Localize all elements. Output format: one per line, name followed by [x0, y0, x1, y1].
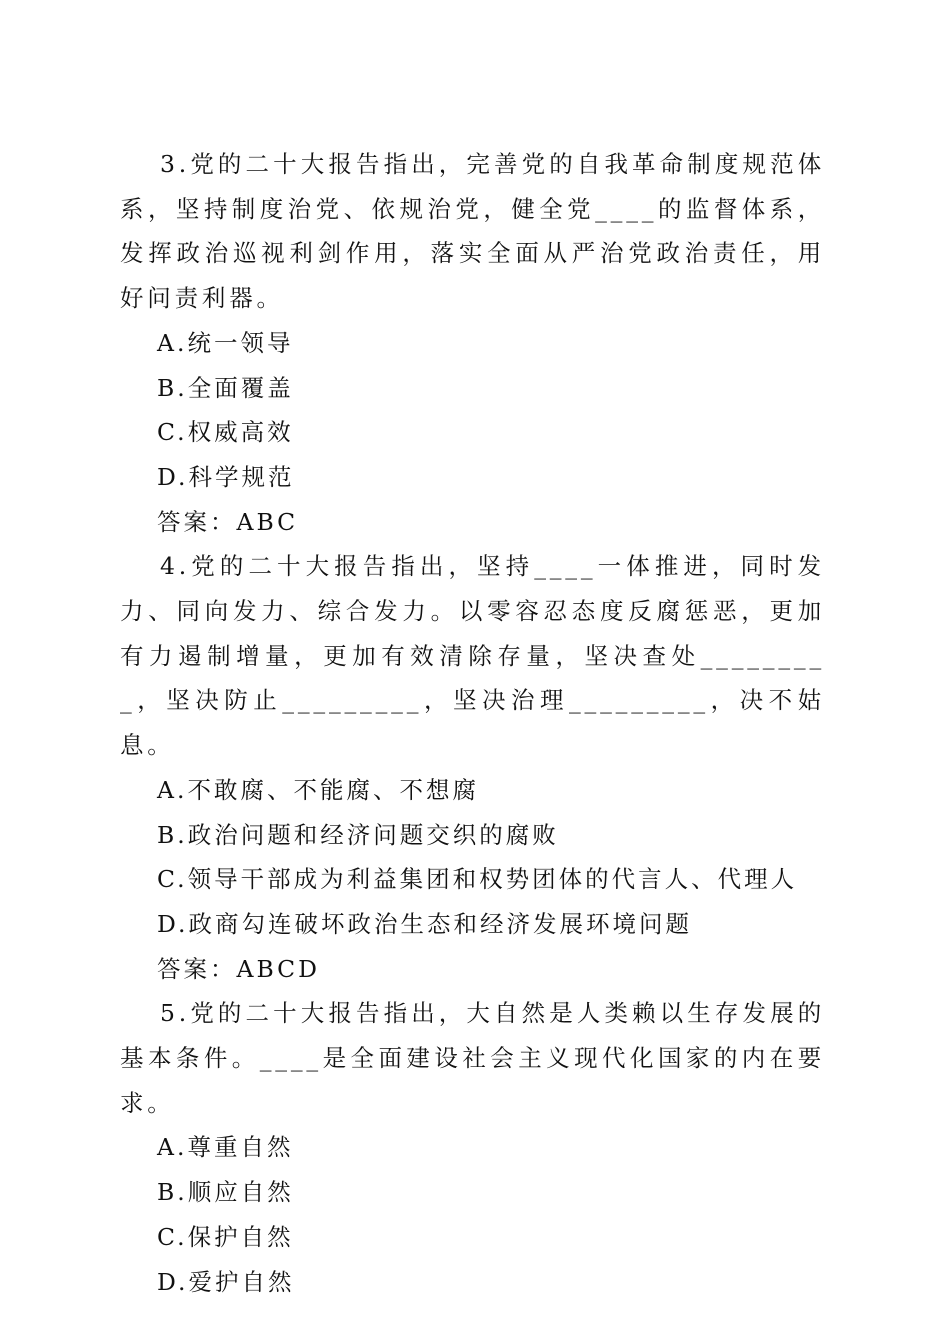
question-5 — [120, 991, 825, 1304]
option-c: C.领导干部成为利益集团和权势团体的代言人、代理人 — [157, 865, 798, 894]
option-a: A.尊重自然 — [157, 1133, 294, 1162]
option-b: B.全面覆盖 — [157, 373, 294, 402]
option-a: A.不敢腐、不能腐、不想腐 — [157, 775, 479, 804]
option-d: D.爱护自然 — [157, 1267, 295, 1296]
option-d: D.科学规范 — [157, 462, 295, 491]
question-stem: 4.党的二十大报告指出，坚持____一体推进，同时发力、同向发力、综合发力。以零容忍态度反腐惩恶，更加有力遏制增量，更加有效清除存量，坚决查处_________，坚决防止_________，坚决治理_________，决不姑息。 — [120, 552, 825, 760]
option-b: B.顺应自然 — [157, 1178, 294, 1207]
answer: 答案：ABC — [157, 507, 299, 536]
option-c: C.权威高效 — [157, 418, 294, 447]
option-a: A.统一领导 — [157, 328, 294, 357]
answer: 答案：ABCD — [157, 954, 320, 983]
document-page — [120, 142, 825, 1304]
question-stem: 3.党的二十大报告指出，完善党的自我革命制度规范体系，坚持制度治党、依规治党，健全党____的监督体系，发挥政治巡视利剑作用，落实全面从严治党政治责任，用好问责利器。 — [120, 150, 825, 313]
option-b: B.政治问题和经济问题交织的腐败 — [157, 820, 559, 849]
question-4 — [120, 544, 825, 991]
question-stem: 5.党的二十大报告指出，大自然是人类赖以生存发展的基本条件。____是全面建设社会主义现代化国家的内在要求。 — [120, 999, 825, 1117]
option-d: D.政商勾连破坏政治生态和经济发展环境问题 — [157, 909, 692, 938]
question-3 — [120, 142, 825, 544]
option-c: C.保护自然 — [157, 1222, 294, 1251]
